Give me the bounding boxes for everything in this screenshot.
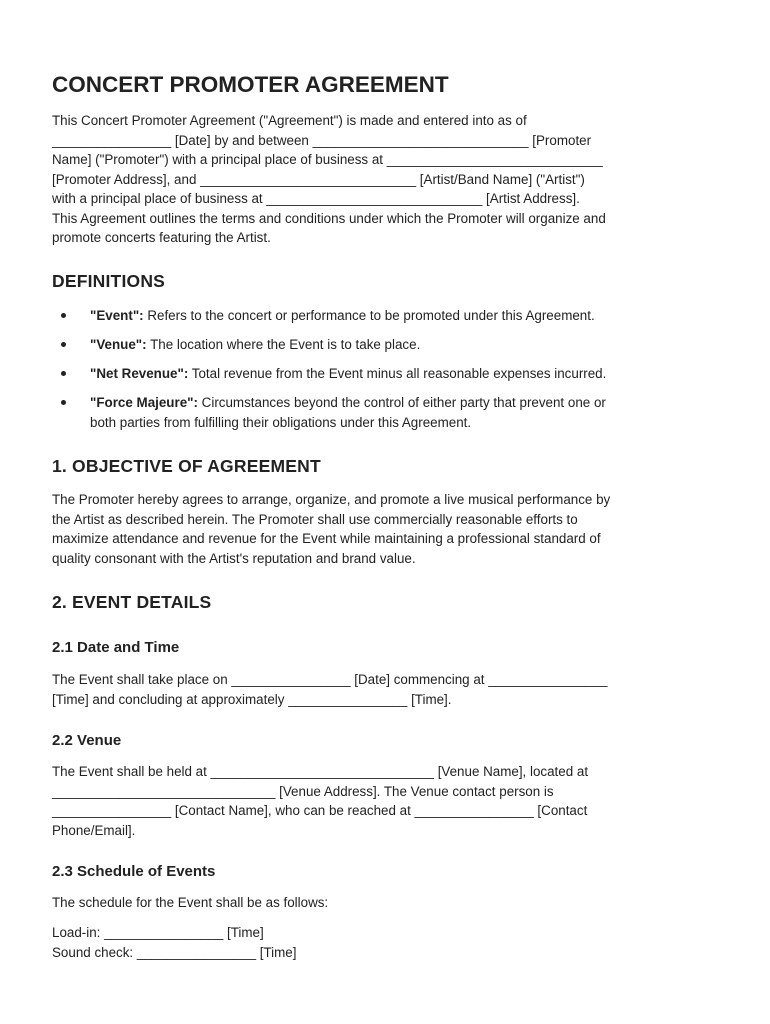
term: "Venue": (90, 337, 147, 352)
text-line: with a principal place of business at _____________________________ [Artist Address]. (52, 191, 580, 206)
bullet-icon (61, 342, 66, 347)
text-line: Name] ("Promoter") with a principal place of business at _____________________________ (52, 152, 603, 167)
definition-item (61, 335, 420, 355)
date-time-paragraph (52, 670, 730, 709)
definition-text: both parties from fulfilling their obligations under this Agreement. (90, 414, 472, 430)
bullet-icon (61, 400, 66, 405)
subheading-date-time: 2.1 Date and Time (52, 639, 180, 656)
term: "Event": (90, 308, 144, 323)
text-line: Sound check: ________________ [Time] (52, 944, 297, 960)
bullet-icon (61, 371, 66, 376)
text-line: quality consonant with the Artist's reputation and brand value. (52, 550, 416, 566)
section-heading-objective: 1. OBJECTIVE OF AGREEMENT (52, 456, 321, 476)
intro-paragraph (52, 111, 730, 248)
text-line: maximize attendance and revenue for the Event while maintaining a professional standard of (52, 531, 601, 546)
text-line: the Artist as described herein. The Promoter shall use commercially reasonable efforts to (52, 511, 578, 527)
text-line: The Event shall take place on ________________ [Date] commencing at ________________ (52, 672, 608, 687)
text-line: [Time] and concluding at approximately ________________ [Time]. (52, 691, 452, 707)
text-line: ________________ [Date] by and between _____________________________ [Promoter (52, 132, 592, 148)
schedule-list (52, 923, 730, 962)
definition-item (61, 306, 595, 326)
text-line: ______________________________ [Venue Address]. The Venue contact person is (52, 783, 554, 799)
text-line: [Promoter Address], and _____________________________ [Artist/Band Name] ("Artist") (52, 171, 585, 187)
text-line: Phone/Email]. (52, 822, 136, 838)
term: "Force Majeure": (90, 395, 198, 410)
text-line: This Agreement outlines the terms and conditions under which the Promoter will organize and (52, 210, 606, 226)
definition-item (61, 364, 606, 384)
definitions-heading: DEFINITIONS (52, 271, 166, 291)
definition-item (61, 393, 606, 432)
text-line: Load-in: ________________ [Time] (52, 925, 264, 940)
subheading-venue: 2.2 Venue (52, 732, 122, 749)
objective-paragraph (52, 490, 730, 568)
bullet-icon (61, 313, 66, 318)
definition-text: The location where the Event is to take place. (146, 337, 421, 352)
term: "Net Revenue": (90, 366, 189, 381)
venue-paragraph (52, 762, 730, 840)
text-line: This Concert Promoter Agreement ("Agreement") is made and entered into as of (52, 113, 527, 128)
document-title: CONCERT PROMOTER AGREEMENT (52, 72, 449, 97)
text-line: promote concerts featuring the Artist. (52, 230, 271, 245)
definition-text: Total revenue from the Event minus all reasonable expenses incurred. (188, 366, 607, 381)
schedule-intro (52, 893, 730, 913)
section-heading-event-details: 2. EVENT DETAILS (52, 592, 212, 612)
text-line: ________________ [Contact Name], who can be reached at ________________ [Contact (52, 803, 588, 818)
text-line: The schedule for the Event shall be as follows: (52, 895, 329, 910)
subheading-schedule: 2.3 Schedule of Events (52, 863, 216, 880)
text-line: The Event shall be held at ______________________________ [Venue Name], located at (52, 764, 589, 779)
text-line: The Promoter hereby agrees to arrange, organize, and promote a live musical performance by (52, 492, 611, 507)
definition-text: Circumstances beyond the control of either party that prevent one or (197, 395, 606, 410)
definition-text: Refers to the concert or performance to be promoted under this Agreement. (143, 308, 595, 323)
